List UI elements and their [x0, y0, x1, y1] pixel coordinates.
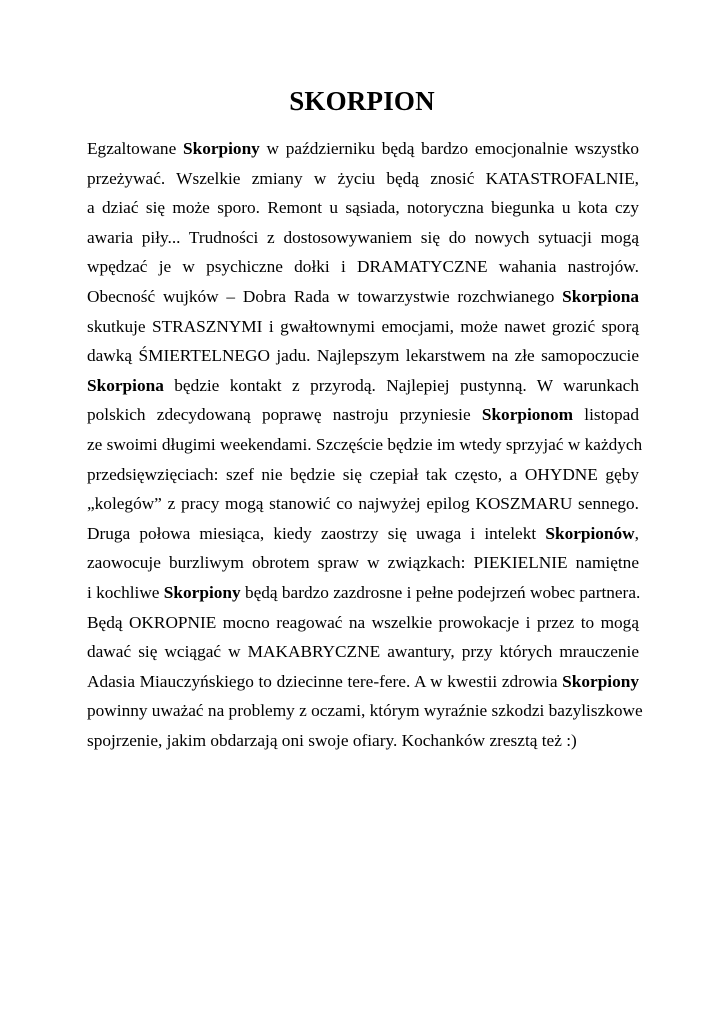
text-line — [87, 371, 639, 401]
text-run: listopad — [573, 405, 639, 425]
bold-keyword: Skorpionów — [545, 523, 635, 543]
text-line — [87, 223, 639, 253]
bold-keyword: Skorpionom — [481, 405, 574, 425]
text-run: wpędzać je w psychiczne dołki i DRAMATYCZNE wahania nastrojów. — [87, 257, 639, 277]
text-line — [87, 282, 639, 312]
bold-keyword: Skorpiona — [87, 375, 164, 395]
text-line — [87, 489, 639, 519]
text-line — [87, 548, 639, 578]
text-run: a dziać się może sporo. Remont u sąsiada, notoryczna biegunka u kota czy — [87, 198, 639, 218]
bold-keyword: Skorpiony — [562, 671, 639, 691]
text-run: Adasia Miauczyńskiego to dziecinne tere-fere. A w kwestii zdrowia — [87, 671, 563, 691]
text-run: ze swoimi długimi weekendami. Szczęście będzie im wtedy sprzyjać w każdych — [87, 434, 643, 454]
text-run: przeżywać. Wszelkie zmiany w życiu będą znosić KATASTROFALNIE, — [87, 168, 639, 188]
text-run: Druga połowa miesiąca, kiedy zaostrzy się uwaga i intelekt — [87, 523, 546, 543]
page-title: SKORPION — [289, 86, 435, 116]
text-line — [87, 578, 639, 608]
text-line — [87, 164, 639, 194]
text-line — [87, 696, 643, 726]
text-line — [87, 400, 639, 430]
text-run: Egzaltowane — [87, 139, 183, 158]
text-run: w październiku będą bardzo emocjonalnie wszystko — [259, 139, 640, 158]
text-line — [87, 341, 639, 371]
text-line — [87, 430, 643, 460]
text-run: będą bardzo zazdrosne i pełne podejrzeń wobec partnera. — [240, 582, 641, 602]
text-run: przedsięwzięciach: szef nie będzie się czepiał tak często, a OHYDNE gęby — [87, 464, 639, 484]
text-line — [87, 312, 639, 342]
text-line — [87, 726, 639, 756]
text-run: i kochliwe — [87, 582, 164, 602]
text-line — [87, 637, 639, 667]
text-line — [87, 193, 639, 223]
text-line — [87, 608, 639, 638]
text-run: będzie kontakt z przyrodą. Najlepiej pustynną. W warunkach — [163, 375, 639, 395]
text-line — [87, 252, 639, 282]
text-run: , — [634, 523, 639, 543]
text-line — [87, 519, 639, 549]
text-run: Będą OKROPNIE mocno reagować na wszelkie prowokacje i przez to mogą — [87, 612, 639, 632]
text-run: skutkuje STRASZNYMI i gwałtownymi emocjami, może nawet grozić sporą — [87, 316, 639, 336]
text-run: awaria piły... Trudności z dostosowywaniem się do nowych sytuacji mogą — [87, 227, 639, 247]
bold-keyword: Skorpiony — [163, 582, 241, 602]
text-run: spojrzenie, jakim obdarzają oni swoje ofiary. Kochanków zresztą też :) — [87, 730, 577, 750]
bold-keyword: Skorpiony — [182, 139, 260, 158]
text-line — [87, 460, 639, 490]
text-line — [87, 667, 639, 697]
text-run: polskich zdecydowaną poprawę nastroju przyniesie — [87, 405, 482, 425]
text-run: powinny uważać na problemy z oczami, którym wyraźnie szkodzi bazyliszkowe — [87, 701, 643, 721]
text-run: zaowocuje burzliwym obrotem spraw w związkach: PIEKIELNIE namiętne — [87, 553, 639, 573]
text-run: dawką ŚMIERTELNEGO jadu. Najlepszym lekarstwem na złe samopoczucie — [87, 346, 639, 366]
bold-keyword: Skorpiona — [562, 286, 639, 306]
horoscope-paragraph — [87, 134, 643, 755]
text-line — [87, 134, 639, 164]
text-run: „kolegów” z pracy mogą stanowić co najwyżej epilog KOSZMARU sennego. — [87, 494, 639, 514]
text-run: dawać się wciągać w MAKABRYCZNE awantury, przy których mrauczenie — [87, 642, 639, 662]
text-run: Obecność wujków – Dobra Rada w towarzystwie rozchwianego — [87, 286, 563, 306]
